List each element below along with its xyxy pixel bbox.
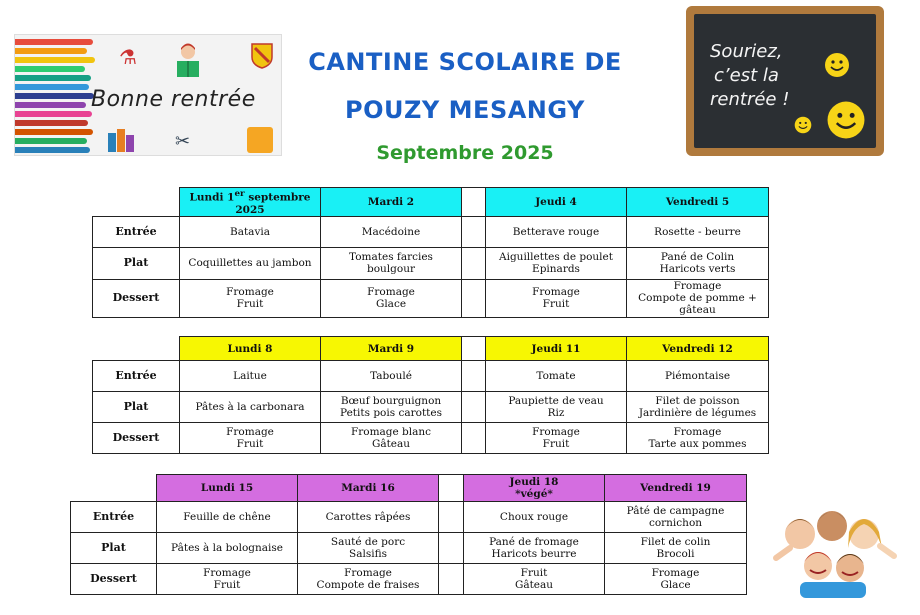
menu-cell-line: Fromage: [673, 426, 722, 438]
smiley-icon: [826, 100, 866, 140]
row-label: Plat: [93, 247, 180, 279]
bonne-rentree-banner: [14, 34, 282, 156]
menu-cell: [605, 502, 747, 533]
coat-of-arms-icon: [251, 43, 273, 69]
table-row-entree: [71, 502, 747, 533]
menu-cell-line: Pané de fromage: [489, 536, 579, 548]
menu-cell-line: Fromage blanc: [350, 426, 432, 438]
menu-cell-line: Macédoine: [361, 225, 421, 238]
menu-cell-line: Fruit: [236, 438, 264, 450]
wednesday-gap: [462, 361, 486, 392]
menu-cell-line: Fruit: [236, 298, 264, 310]
row-label: Plat: [93, 392, 180, 423]
menu-cell-line: Batavia: [229, 225, 270, 238]
menu-cell: [627, 279, 769, 317]
day-header: [464, 475, 605, 502]
menu-cell: [321, 423, 462, 454]
menu-cell-line: Brocoli: [656, 548, 695, 560]
menu-cell-line: Haricots beurre: [491, 548, 577, 560]
menu-cell-line: Fromage: [673, 280, 722, 292]
chalkboard-slate: [694, 14, 876, 148]
row-label: Dessert: [93, 279, 180, 317]
day-header-name: Jeudi 18: [509, 476, 559, 488]
day-header: [180, 188, 321, 217]
menu-cell: [180, 392, 321, 423]
day-header: Lundi 15: [157, 475, 298, 502]
menu-cell-line: Riz: [547, 407, 565, 419]
menu-cell-line: Compote de pomme +: [638, 292, 757, 304]
menu-cell: [627, 423, 769, 454]
day-header: Vendredi 12: [627, 337, 769, 361]
wednesday-gap: [439, 502, 464, 533]
menu-cell: [627, 216, 769, 247]
menu-cell-line: Filet de colin: [640, 536, 711, 548]
menu-cell: [464, 502, 605, 533]
day-header: Jeudi 11: [486, 337, 627, 361]
menu-cell-line: Fromage: [651, 567, 700, 579]
menu-cell: [180, 279, 321, 317]
menu-cell: [157, 502, 298, 533]
row-label: Entrée: [71, 502, 157, 533]
menu-cell-line: Laitue: [233, 370, 267, 382]
smiley-icon: [824, 52, 850, 78]
menu-cell-line: Piémontaise: [664, 370, 731, 382]
menu-cell-line: Sauté de porc: [330, 536, 406, 548]
menu-table-week-1: [92, 187, 769, 318]
row-label: Entrée: [93, 361, 180, 392]
wednesday-gap: [462, 392, 486, 423]
table-row-plat: [71, 533, 747, 564]
menu-cell-line: Compote de fraises: [316, 579, 420, 591]
menu-cell-line: Fruit: [542, 438, 570, 450]
menu-cell: [627, 361, 769, 392]
menu-cell: [627, 247, 769, 279]
menu-cell-line: Bœuf bourguignon: [340, 395, 442, 407]
chalkboard-text: [710, 40, 789, 112]
chalkboard: [686, 6, 884, 156]
menu-cell-line: gâteau: [679, 304, 716, 316]
menu-table-week-3: [70, 474, 747, 595]
menu-cell-line: Paupiette de veau: [508, 395, 604, 407]
menu-cell-line: Fromage: [367, 286, 415, 298]
menu-cell: [605, 533, 747, 564]
menu-cell: [157, 533, 298, 564]
menu-cell-line: Aiguillettes de poulet: [499, 251, 613, 263]
menu-cell: [464, 564, 605, 595]
menu-cell: [605, 564, 747, 595]
menu-cell-line: cornichon: [648, 517, 703, 529]
table-row-dessert: [93, 423, 769, 454]
menu-cell-line: Epinards: [532, 263, 580, 275]
menu-cell: [486, 279, 627, 317]
menu-cell: [486, 392, 627, 423]
menu-cell-line: Coquillettes au jambon: [188, 257, 312, 269]
table-row-entree: [93, 361, 769, 392]
menu-cell-line: Filet de poisson: [655, 395, 740, 407]
menu-cell-line: Pâtes à la carbonara: [195, 401, 305, 413]
menu-cell-line: Gâteau: [514, 579, 554, 591]
menu-cell: [486, 361, 627, 392]
menu-cell-line: Fromage: [203, 567, 251, 579]
menu-cell-line: Glace: [375, 298, 407, 310]
menu-cell-line: Tomate: [536, 370, 576, 382]
menu-cell-line: Gâteau: [371, 438, 411, 450]
day-header-rest: septembre 2025: [235, 191, 311, 216]
wednesday-gap: [462, 423, 486, 454]
colored-pencils-icon: [15, 39, 95, 156]
wednesday-gap: [462, 188, 486, 217]
menu-cell-line: Fruit: [213, 579, 241, 591]
menu-cell-line: Taboulé: [370, 370, 412, 382]
menu-cell: [180, 361, 321, 392]
wednesday-gap: [462, 247, 486, 279]
menu-cell: [486, 216, 627, 247]
menu-cell-line: Fromage: [344, 567, 392, 579]
menu-cell: [180, 247, 321, 279]
wednesday-gap: [439, 533, 464, 564]
wednesday-gap: [462, 337, 486, 361]
menu-cell: [298, 502, 439, 533]
day-header: Mardi 9: [321, 337, 462, 361]
menu-cell-line: Tomates farcies: [349, 251, 433, 263]
menu-cell-line: Carottes râpées: [325, 511, 411, 523]
day-header-name: Lundi 1: [189, 191, 235, 204]
menu-cell: [180, 423, 321, 454]
menu-cell: [180, 216, 321, 247]
menu-cell-line: Fromage: [226, 426, 274, 438]
menu-cell-line: Tarte aux pommes: [648, 438, 747, 450]
table-row-dessert: [71, 564, 747, 595]
chalk-line-2: c’est la: [714, 65, 779, 86]
menu-cell: [464, 533, 605, 564]
smiley-icon: [794, 116, 812, 134]
happy-children-illustration: [770, 498, 900, 598]
menu-cell-line: Fruit: [520, 567, 548, 579]
wednesday-gap: [439, 475, 464, 502]
table-row-dessert: [93, 279, 769, 317]
corner-cell: [93, 188, 180, 217]
table-row-entree: [93, 216, 769, 247]
reading-child-icon: [175, 43, 201, 81]
menu-cell: [298, 564, 439, 595]
row-label: Entrée: [93, 216, 180, 247]
books-icon: [107, 127, 135, 153]
row-label: Plat: [71, 533, 157, 564]
menu-cell-line: Petits pois carottes: [340, 407, 442, 419]
month-subtitle: Septembre 2025: [376, 142, 554, 164]
menu-cell: [321, 361, 462, 392]
menu-cell-line: boulgour: [367, 263, 415, 275]
row-label: Dessert: [93, 423, 180, 454]
menu-table-week-2: [92, 336, 769, 454]
day-header: Jeudi 4: [486, 188, 627, 217]
scissors-icon: ✂: [175, 131, 191, 152]
menu-cell: [486, 423, 627, 454]
menu-cell-line: Fruit: [542, 298, 570, 310]
menu-cell: [321, 216, 462, 247]
chalk-line-3: rentrée !: [710, 89, 790, 110]
menu-cell-line: Pané de Colin: [660, 251, 735, 263]
menu-cell-line: Haricots verts: [659, 263, 736, 275]
flask-icon: ⚗: [119, 45, 137, 69]
menu-cell: [321, 392, 462, 423]
table-row-plat: [93, 247, 769, 279]
menu-cell-line: Betterave rouge: [512, 225, 600, 238]
menu-cell-line: Jardinière de légumes: [638, 407, 757, 419]
day-header: Mardi 16: [298, 475, 439, 502]
menu-cell: [321, 247, 462, 279]
menu-cell: [157, 564, 298, 595]
menu-cell-line: Choux rouge: [499, 511, 569, 523]
menu-cell-line: Pâtes à la bolognaise: [171, 542, 283, 554]
menu-cell: [486, 247, 627, 279]
day-header: Vendredi 19: [605, 475, 747, 502]
menu-cell-line: Feuille de chêne: [183, 511, 271, 523]
wednesday-gap: [462, 279, 486, 317]
corner-cell: [71, 475, 157, 502]
page-title-line2: POUZY MESANGY: [345, 96, 585, 124]
banner-text: Bonne rentrée: [91, 87, 256, 112]
page-title-line1: CANTINE SCOLAIRE DE: [308, 48, 622, 76]
menu-cell: [298, 533, 439, 564]
table-row-plat: [93, 392, 769, 423]
menu-cell-line: Glace: [660, 579, 691, 591]
wednesday-gap: [462, 216, 486, 247]
calculator-icon: [247, 127, 273, 153]
menu-cell: [321, 279, 462, 317]
menu-cell-line: Rosette - beurre: [654, 225, 741, 238]
wednesday-gap: [439, 564, 464, 595]
menu-cell-line: Pâté de campagne: [626, 505, 725, 517]
menu-cell: [627, 392, 769, 423]
corner-cell: [93, 337, 180, 361]
day-header: Mardi 2: [321, 188, 462, 217]
menu-cell-line: Fromage: [226, 286, 274, 298]
menu-cell-line: Fromage: [532, 426, 580, 438]
menu-cell-line: Fromage: [532, 286, 580, 298]
day-header: Lundi 8: [180, 337, 321, 361]
menu-cell-line: Salsifis: [349, 548, 387, 560]
chalk-line-1: Souriez,: [710, 41, 783, 62]
row-label: Dessert: [71, 564, 157, 595]
day-header: Vendredi 5: [627, 188, 769, 217]
day-header-sup: er: [234, 189, 245, 199]
day-header-note: *végé*: [515, 488, 553, 500]
